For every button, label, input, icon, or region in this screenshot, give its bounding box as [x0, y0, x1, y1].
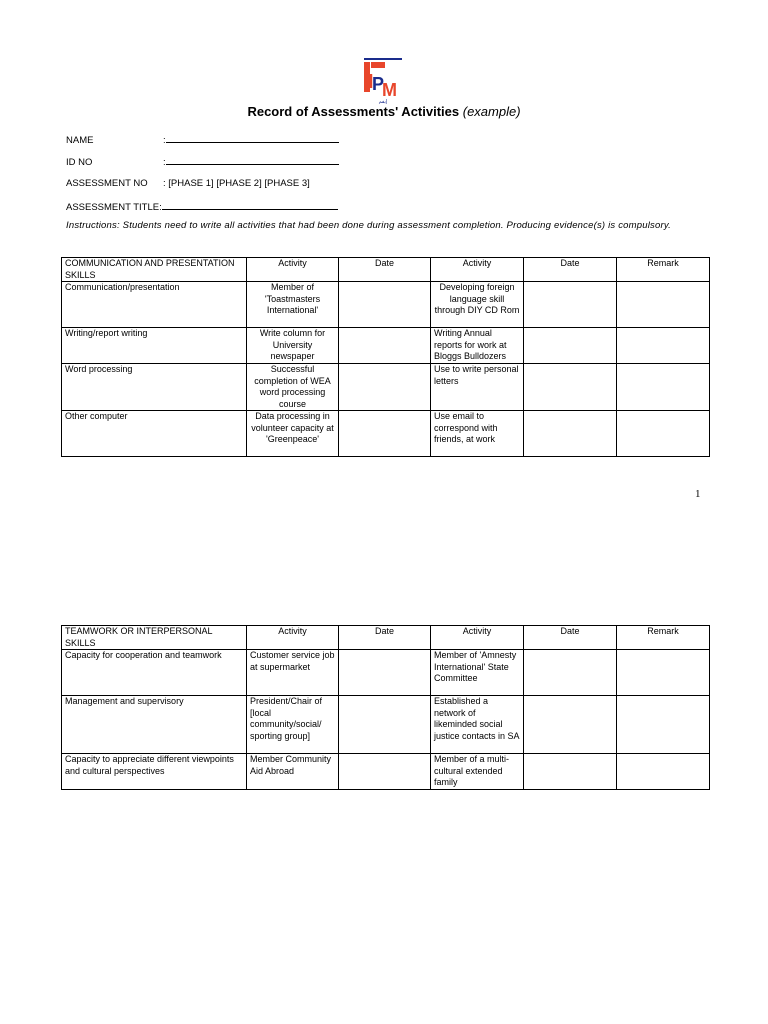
id-label: ID NO: [66, 157, 93, 168]
date-cell[interactable]: [524, 650, 617, 696]
activity-cell: Writing Annual reports for work at Bloggs Bulldozers: [431, 328, 524, 364]
remark-cell[interactable]: [617, 328, 710, 364]
activity-cell: Member of 'Toastmasters International': [247, 282, 339, 328]
activity-cell: Write column for University newspaper: [247, 328, 339, 364]
table-row: [62, 650, 710, 696]
activity-cell: Member of a multi-cultural extended family: [431, 754, 524, 790]
activity-cell: Developing foreign language skill through DIY CD Rom: [431, 282, 524, 328]
remark-cell[interactable]: [617, 650, 710, 696]
table-row: [62, 364, 710, 411]
date-cell[interactable]: [339, 696, 431, 754]
remark-header: Remark: [617, 626, 710, 650]
table-row: [62, 754, 710, 790]
skill-cell: Writing/report writing: [62, 328, 247, 364]
activity-cell: President/Chair of [local community/social/ sporting group]: [247, 696, 339, 754]
table-header-row: [62, 258, 710, 282]
remark-header: Remark: [617, 258, 710, 282]
activity-cell: Member of 'Amnesty International' State Committee: [431, 650, 524, 696]
activity-header: Activity: [247, 626, 339, 650]
name-field: [66, 133, 339, 146]
title-main: Record of Assessments' Activities: [247, 104, 460, 119]
remark-cell[interactable]: [617, 282, 710, 328]
instructions: Instructions: Students need to write all activities that had been done during assessment completion. Producing evidence(s) is compulsory.: [66, 220, 671, 231]
date-cell[interactable]: [524, 328, 617, 364]
date-cell[interactable]: [524, 364, 617, 411]
assessment-no-value: : [PHASE 1] [PHASE 2] [PHASE 3]: [163, 178, 310, 189]
date-cell[interactable]: [524, 411, 617, 457]
activity-cell: Data processing in volunteer capacity at 'Greenpeace': [247, 411, 339, 457]
activity-cell: Member Community Aid Abroad: [247, 754, 339, 790]
communication-skills-table: [61, 257, 710, 457]
activity-cell: Use to write personal letters: [431, 364, 524, 411]
activity-cell: Customer service job at supermarket: [247, 650, 339, 696]
table-header-row: [62, 626, 710, 650]
table-row: [62, 282, 710, 328]
date-header: Date: [524, 258, 617, 282]
activity-header: Activity: [431, 626, 524, 650]
svg-text:M: M: [382, 80, 397, 100]
date-cell[interactable]: [339, 411, 431, 457]
table-row: [62, 696, 710, 754]
date-cell[interactable]: [339, 650, 431, 696]
assessment-title-field: [66, 200, 338, 213]
svg-text:إيفم: إيفم: [378, 99, 388, 104]
title-suffix: (example): [462, 104, 521, 119]
name-colon: :: [163, 135, 166, 146]
skill-cell: Communication/presentation: [62, 282, 247, 328]
id-colon: :: [163, 157, 166, 168]
skill-cell: Word processing: [62, 364, 247, 411]
skill-category-header: COMMUNICATION AND PRESENTATION SKILLS: [62, 258, 247, 282]
activity-cell: Successful completion of WEA word processing course: [247, 364, 339, 411]
date-header: Date: [339, 626, 431, 650]
remark-cell[interactable]: [617, 696, 710, 754]
table-row: [62, 411, 710, 457]
skill-category-header: TEAMWORK OR INTERPERSONAL SKILLS: [62, 626, 247, 650]
remark-cell[interactable]: [617, 754, 710, 790]
date-cell[interactable]: [339, 754, 431, 790]
activity-cell: Use email to correspond with friends, at work: [431, 411, 524, 457]
date-header: Date: [339, 258, 431, 282]
id-input-line[interactable]: [166, 155, 339, 165]
assessment-title-label: ASSESSMENT TITLE:: [66, 202, 162, 213]
skill-cell: Management and supervisory: [62, 696, 247, 754]
activity-header: Activity: [431, 258, 524, 282]
date-cell[interactable]: [339, 364, 431, 411]
assessment-title-input-line[interactable]: [162, 200, 338, 210]
activity-header: Activity: [247, 258, 339, 282]
assessment-no-field: [66, 178, 310, 189]
id-field: [66, 155, 339, 168]
page-number: 1: [695, 488, 701, 500]
date-cell[interactable]: [339, 282, 431, 328]
date-cell[interactable]: [524, 282, 617, 328]
activity-cell: Established a network of likeminded social justice contacts in SA: [431, 696, 524, 754]
svg-text:I: I: [368, 71, 374, 93]
date-header: Date: [524, 626, 617, 650]
table-row: [62, 328, 710, 364]
remark-cell[interactable]: [617, 364, 710, 411]
ipm-logo: [362, 58, 404, 104]
assessment-no-label: ASSESSMENT NO: [66, 178, 148, 189]
skill-cell: Capacity for cooperation and teamwork: [62, 650, 247, 696]
skill-cell: Capacity to appreciate different viewpoints and cultural perspectives: [62, 754, 247, 790]
date-cell[interactable]: [524, 754, 617, 790]
date-cell[interactable]: [524, 696, 617, 754]
teamwork-skills-table: [61, 625, 710, 790]
svg-text:P: P: [372, 74, 385, 94]
name-label: NAME: [66, 135, 94, 146]
name-input-line[interactable]: [166, 133, 339, 143]
skill-cell: Other computer: [62, 411, 247, 457]
date-cell[interactable]: [339, 328, 431, 364]
remark-cell[interactable]: [617, 411, 710, 457]
page-title: [0, 104, 768, 119]
